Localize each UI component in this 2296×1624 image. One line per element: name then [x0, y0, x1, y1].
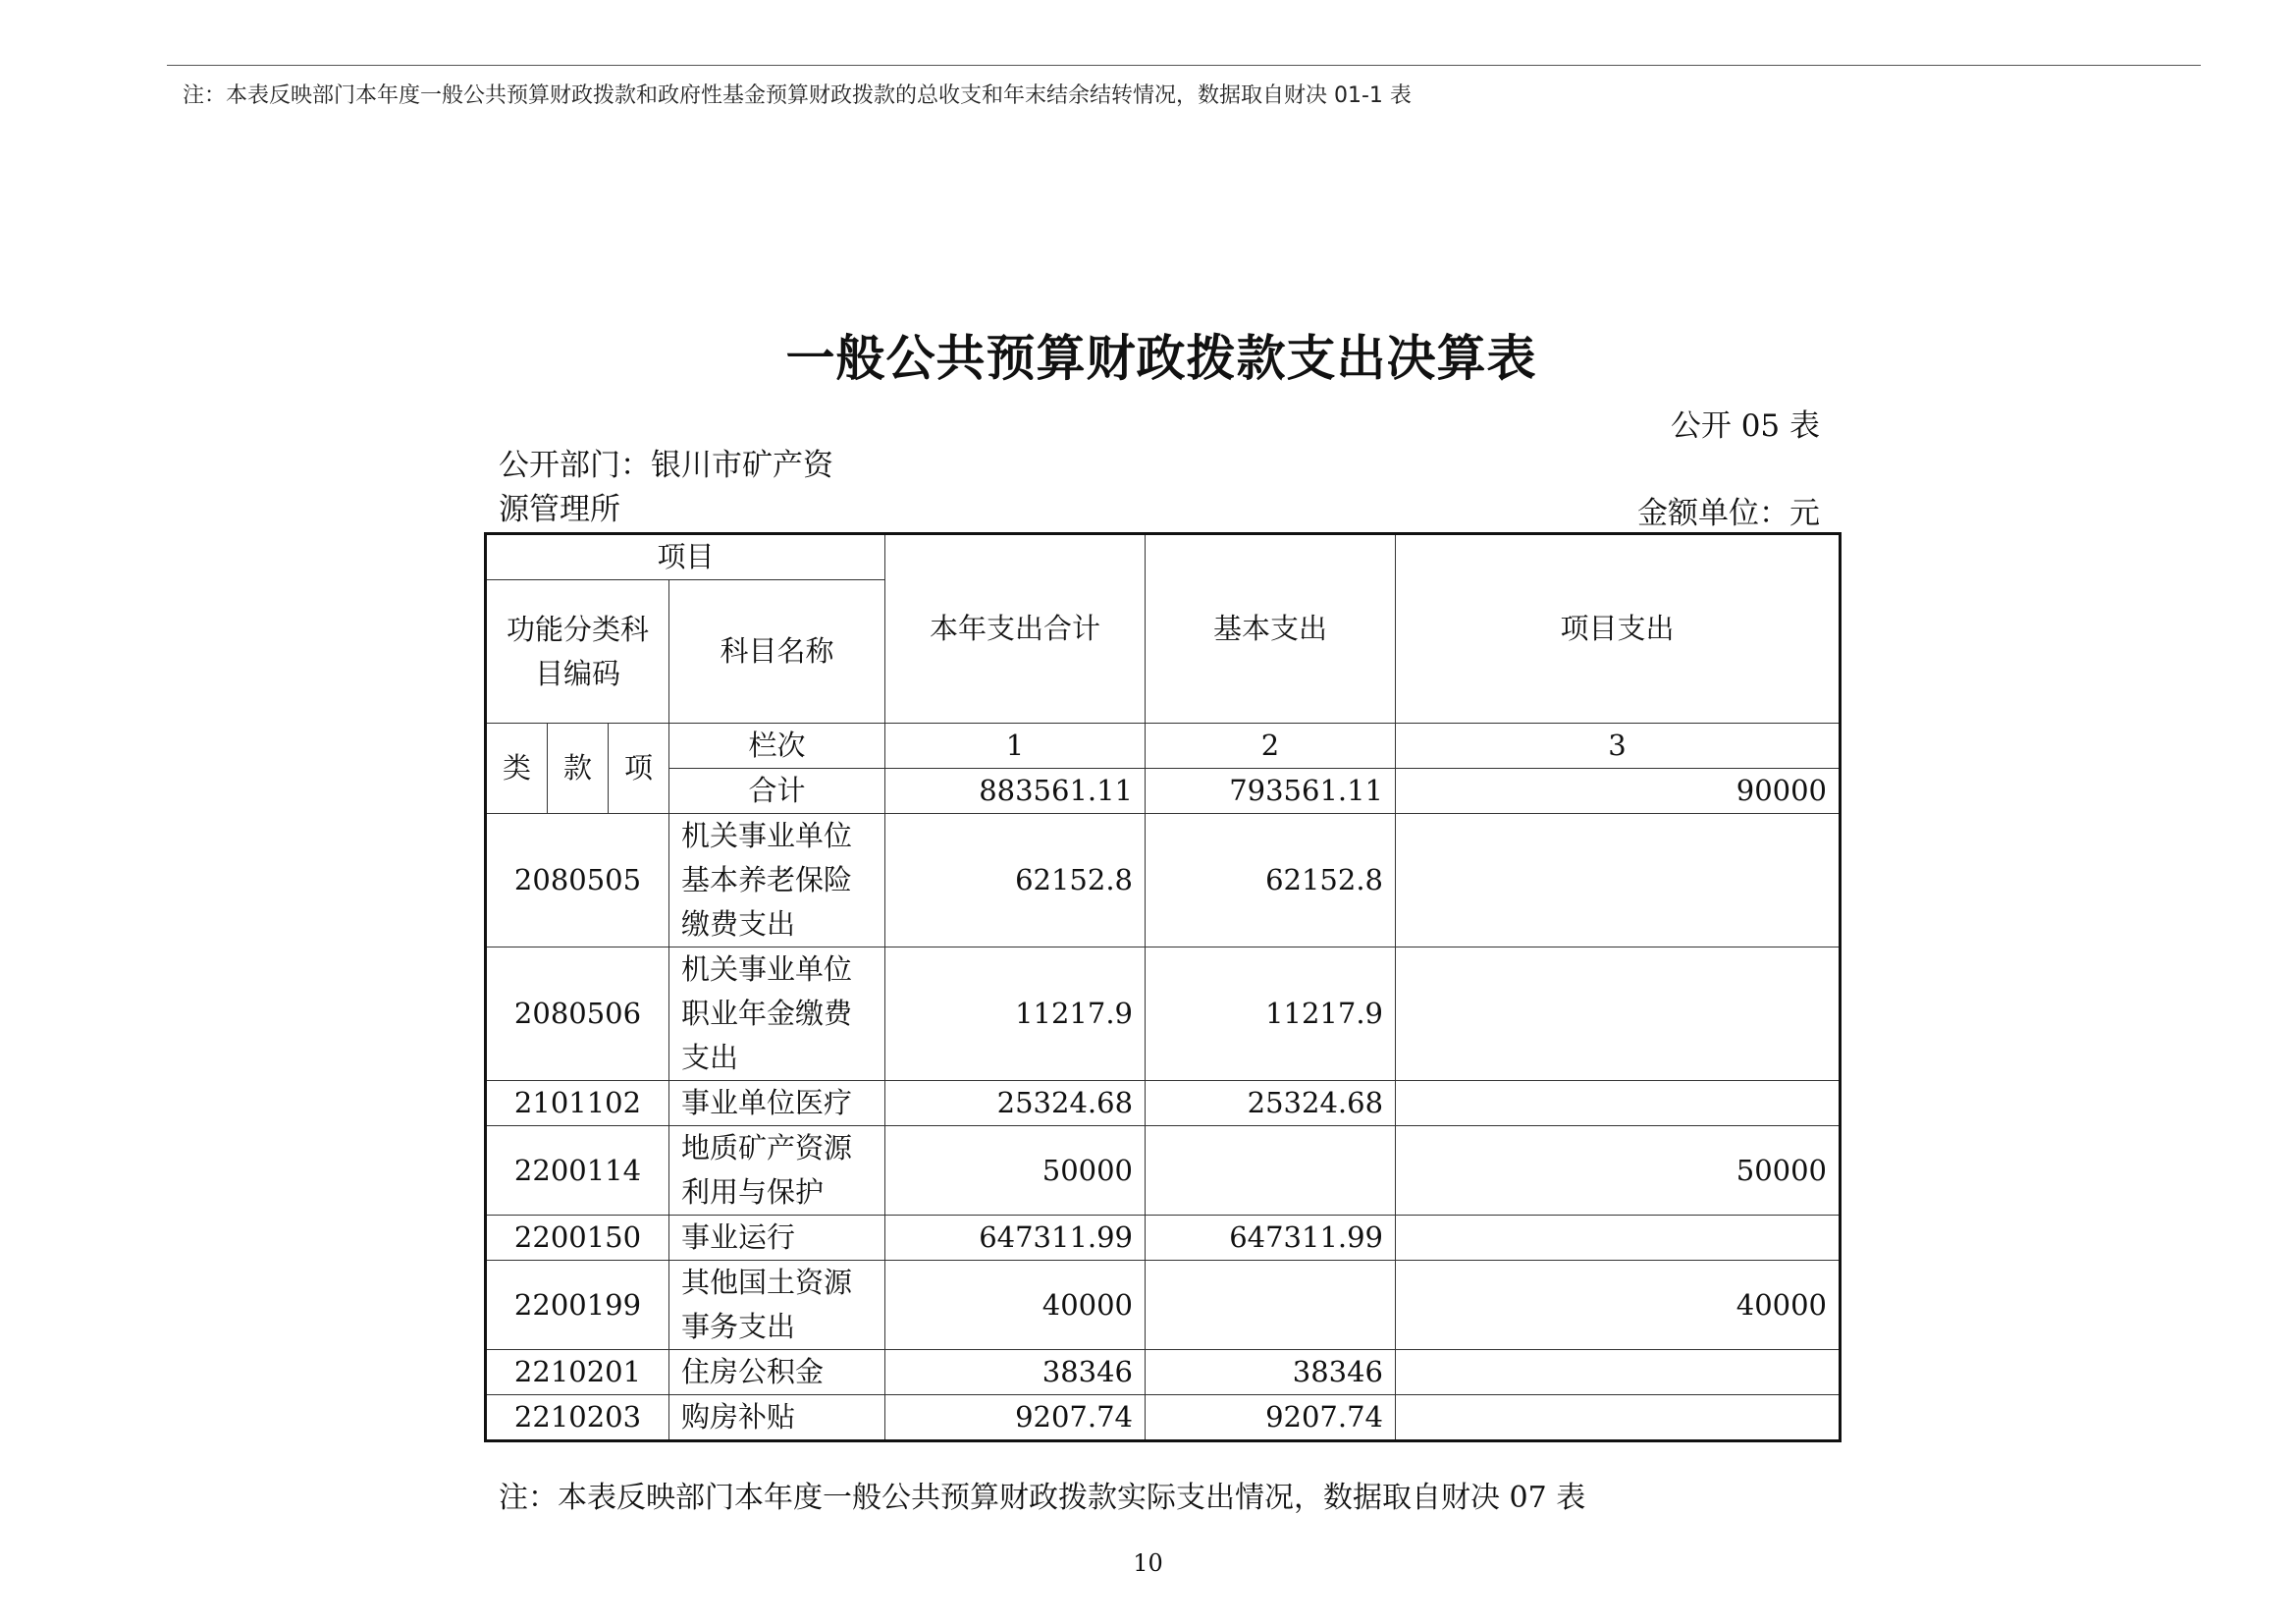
basic-amount: 25324.68 [1146, 1081, 1396, 1126]
total-project: 90000 [1396, 769, 1841, 814]
department-label-line2: 源管理所 [499, 492, 620, 527]
subject-name [669, 1216, 885, 1261]
bottom-note: 注：本表反映部门本年度一般公共预算财政拨款实际支出情况，数据取自财决 07 表 [499, 1481, 1586, 1515]
header-func-code-line1: 功能分类科 [506, 612, 649, 646]
header-lanci: 栏次 [669, 724, 885, 769]
header-lei: 类 [486, 724, 548, 814]
basic-amount: 11217.9 [1146, 947, 1396, 1081]
basic-amount: 647311.99 [1146, 1216, 1396, 1261]
basic-amount [1146, 1261, 1396, 1350]
table-row [486, 1126, 1841, 1216]
department-label [499, 444, 891, 532]
project-amount [1396, 814, 1841, 947]
basic-amount: 9207.74 [1146, 1395, 1396, 1441]
function-code: 2210203 [486, 1395, 669, 1441]
subject-name-line: 事业单位医疗 [681, 1086, 853, 1119]
subject-name [669, 947, 885, 1081]
subject-name [669, 814, 885, 947]
subject-name-line: 其他国土资源 [681, 1266, 853, 1299]
subject-name-line: 购房补贴 [681, 1400, 796, 1434]
table-row [486, 947, 1841, 1081]
project-amount [1396, 1216, 1841, 1261]
basic-amount: 38346 [1146, 1350, 1396, 1395]
header-project-exp: 项目支出 [1396, 534, 1841, 724]
table-row [486, 814, 1841, 947]
subject-name-line: 事务支出 [681, 1310, 796, 1343]
page-title: 一般公共预算财政拨款支出决算表 [785, 330, 1537, 387]
header-kuan: 款 [548, 724, 609, 814]
header-row-1 [486, 534, 1841, 580]
total-amount: 647311.99 [885, 1216, 1146, 1261]
header-col1: 1 [885, 724, 1146, 769]
subject-name [669, 1081, 885, 1126]
subject-name-line: 住房公积金 [681, 1355, 825, 1388]
total-amount: 9207.74 [885, 1395, 1146, 1441]
department-label-line1: 公开部门：银川市矿产资 [499, 448, 833, 483]
total-amount: 883561.11 [885, 769, 1146, 814]
table-row [486, 1261, 1841, 1350]
project-amount [1396, 1395, 1841, 1441]
function-code: 2080505 [486, 814, 669, 947]
function-code: 2080506 [486, 947, 669, 1081]
header-project: 项目 [486, 534, 885, 580]
table-row [486, 1350, 1841, 1395]
amount-unit: 金额单位：元 [1637, 496, 1820, 531]
total-amount: 62152.8 [885, 814, 1146, 947]
subject-name-line: 事业运行 [681, 1220, 796, 1254]
subject-name-line: 职业年金缴费 [681, 997, 853, 1030]
project-amount [1396, 1081, 1841, 1126]
total-amount: 40000 [885, 1261, 1146, 1350]
basic-amount [1146, 1126, 1396, 1216]
header-total: 本年支出合计 [885, 534, 1146, 724]
subject-name [669, 1261, 885, 1350]
table-row [486, 1216, 1841, 1261]
total-basic: 793561.11 [1146, 769, 1396, 814]
table-row [486, 1395, 1841, 1441]
header-row-lanci [486, 724, 1841, 769]
total-amount: 11217.9 [885, 947, 1146, 1081]
top-rule [167, 65, 2201, 66]
header-xiang: 项 [609, 724, 669, 814]
form-number: 公开 05 表 [1670, 408, 1820, 444]
header-col2: 2 [1146, 724, 1396, 769]
subject-name-line: 缴费支出 [681, 907, 796, 941]
total-amount: 50000 [885, 1126, 1146, 1216]
page-number: 10 [1133, 1549, 1163, 1577]
function-code: 2200199 [486, 1261, 669, 1350]
function-code: 2200150 [486, 1216, 669, 1261]
project-amount [1396, 1350, 1841, 1395]
subject-name-line: 支出 [681, 1041, 739, 1074]
total-amount: 38346 [885, 1350, 1146, 1395]
project-amount: 40000 [1396, 1261, 1841, 1350]
function-code: 2200114 [486, 1126, 669, 1216]
subject-name-line: 地质矿产资源 [681, 1131, 853, 1164]
subject-name [669, 1126, 885, 1216]
subject-name-line: 机关事业单位 [681, 952, 853, 986]
total-amount: 25324.68 [885, 1081, 1146, 1126]
total-label: 合计 [669, 769, 885, 814]
basic-amount: 62152.8 [1146, 814, 1396, 947]
header-subject-name: 科目名称 [669, 580, 885, 724]
top-note: 注：本表反映部门本年度一般公共预算财政拨款和政府性基金预算财政拨款的总收支和年末结余结转情况，数据取自财决 01-1 表 [183, 83, 1412, 108]
project-amount [1396, 947, 1841, 1081]
total-row [486, 769, 1841, 814]
header-col3: 3 [1396, 724, 1841, 769]
subject-name-line: 机关事业单位 [681, 819, 853, 852]
subject-name-line: 基本养老保险 [681, 863, 853, 896]
header-func-code-line2: 目编码 [534, 656, 620, 690]
function-code: 2210201 [486, 1350, 669, 1395]
header-basic: 基本支出 [1146, 534, 1396, 724]
subject-name [669, 1350, 885, 1395]
table-row [486, 1081, 1841, 1126]
function-code: 2101102 [486, 1081, 669, 1126]
subject-name [669, 1395, 885, 1441]
header-func-code [486, 580, 669, 724]
project-amount: 50000 [1396, 1126, 1841, 1216]
subject-name-line: 利用与保护 [681, 1175, 825, 1209]
expenditure-table [484, 532, 1842, 1442]
